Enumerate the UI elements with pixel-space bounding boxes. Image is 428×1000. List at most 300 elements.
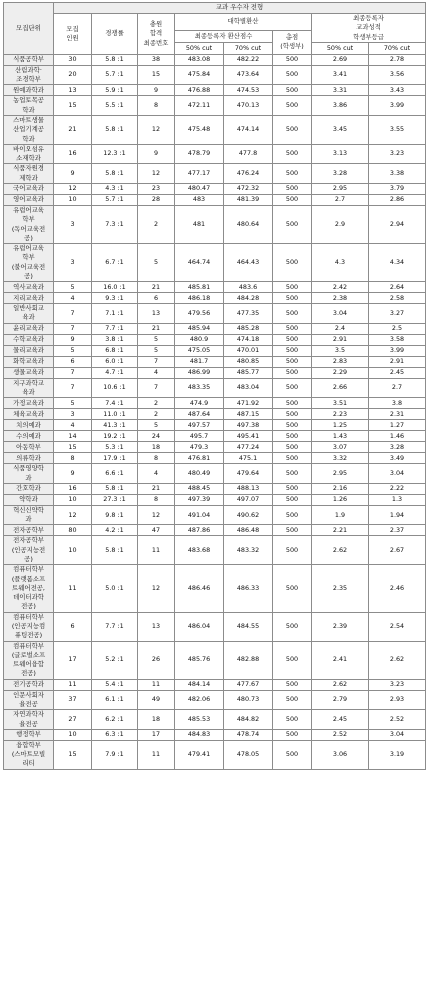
grade-70cut: 3.8 xyxy=(369,398,426,409)
final-waitlist-number: 11 xyxy=(138,740,175,769)
dept-name: 윤리교육과 xyxy=(4,323,54,334)
competition-rate: 6.0 :1 xyxy=(92,356,138,367)
final-waitlist-number: 4 xyxy=(138,464,175,484)
table-row xyxy=(4,194,426,205)
grade-50cut: 2.39 xyxy=(312,612,369,641)
score-70cut: 482.88 xyxy=(224,641,273,679)
dept-name: 자연과학자 율전공 xyxy=(4,710,54,730)
score-70cut: 483.32 xyxy=(224,536,273,565)
table-row xyxy=(4,420,426,431)
grade-70cut: 2.31 xyxy=(369,409,426,420)
competition-rate: 7.7 :1 xyxy=(92,323,138,334)
table-row xyxy=(4,740,426,769)
recruit-count: 4 xyxy=(54,293,92,304)
final-waitlist-number: 12 xyxy=(138,164,175,184)
score-50cut: 475.48 xyxy=(175,115,224,144)
total-score: 500 xyxy=(273,323,312,334)
grade-50cut: 4.3 xyxy=(312,244,369,282)
score-70cut: 484.28 xyxy=(224,293,273,304)
recruit-count: 11 xyxy=(54,679,92,690)
score-50cut: 483.35 xyxy=(175,378,224,398)
dept-name: 농업토목공 학과 xyxy=(4,96,54,116)
competition-rate: 41.3 :1 xyxy=(92,420,138,431)
score-70cut: 473.64 xyxy=(224,65,273,85)
recruit-count: 9 xyxy=(54,464,92,484)
header-group-title: 교과 우수자 전형 xyxy=(54,3,426,14)
score-70cut: 480.85 xyxy=(224,356,273,367)
score-70cut: 470.01 xyxy=(224,345,273,356)
competition-rate: 6.8 :1 xyxy=(92,345,138,356)
grade-50cut: 1.26 xyxy=(312,494,369,505)
grade-70cut: 2.64 xyxy=(369,282,426,293)
total-score: 500 xyxy=(273,96,312,116)
competition-rate: 6.2 :1 xyxy=(92,710,138,730)
competition-rate: 19.2 :1 xyxy=(92,431,138,442)
table-row xyxy=(4,183,426,194)
score-50cut: 491.04 xyxy=(175,505,224,525)
final-waitlist-number: 12 xyxy=(138,565,175,612)
competition-rate: 16.0 :1 xyxy=(92,282,138,293)
recruit-count: 10 xyxy=(54,729,92,740)
score-70cut: 464.43 xyxy=(224,244,273,282)
recruit-count: 80 xyxy=(54,525,92,536)
score-50cut: 478.79 xyxy=(175,144,224,164)
recruit-count: 20 xyxy=(54,65,92,85)
final-waitlist-number: 26 xyxy=(138,641,175,679)
total-score: 500 xyxy=(273,194,312,205)
score-70cut: 476.24 xyxy=(224,164,273,184)
score-70cut: 477.67 xyxy=(224,679,273,690)
total-score: 500 xyxy=(273,183,312,194)
competition-rate: 5.8 :1 xyxy=(92,483,138,494)
grade-70cut: 3.58 xyxy=(369,334,426,345)
grade-70cut: 2.58 xyxy=(369,293,426,304)
final-waitlist-number: 18 xyxy=(138,710,175,730)
final-waitlist-number: 23 xyxy=(138,183,175,194)
table-row xyxy=(4,453,426,464)
competition-rate: 5.8 :1 xyxy=(92,164,138,184)
score-70cut: 487.15 xyxy=(224,409,273,420)
score-70cut: 470.13 xyxy=(224,96,273,116)
final-waitlist-number: 21 xyxy=(138,323,175,334)
competition-rate: 7.1 :1 xyxy=(92,304,138,324)
competition-rate: 7.3 :1 xyxy=(92,205,138,243)
dept-name: 식품영양학 과 xyxy=(4,464,54,484)
grade-50cut: 2.35 xyxy=(312,565,369,612)
recruit-count: 3 xyxy=(54,409,92,420)
dept-name: 식품자원경 제학과 xyxy=(4,164,54,184)
final-waitlist-number: 5 xyxy=(138,345,175,356)
dept-name: 행정학부 xyxy=(4,729,54,740)
grade-50cut: 2.29 xyxy=(312,367,369,378)
header-grade-50cut: 50% cut xyxy=(312,42,369,54)
dept-name: 인문사회자 율전공 xyxy=(4,690,54,710)
grade-50cut: 2.7 xyxy=(312,194,369,205)
table-row xyxy=(4,464,426,484)
table-row xyxy=(4,612,426,641)
header-dept: 모집단위 xyxy=(4,3,54,55)
grade-50cut: 2.66 xyxy=(312,378,369,398)
recruit-count: 5 xyxy=(54,345,92,356)
table-row xyxy=(4,710,426,730)
table-row xyxy=(4,144,426,164)
grade-70cut: 2.7 xyxy=(369,378,426,398)
dept-name: 체육교육과 xyxy=(4,409,54,420)
recruit-count: 6 xyxy=(54,612,92,641)
grade-70cut: 3.19 xyxy=(369,740,426,769)
recruit-count: 6 xyxy=(54,356,92,367)
final-waitlist-number: 18 xyxy=(138,442,175,453)
score-50cut: 481 xyxy=(175,205,224,243)
score-50cut: 486.46 xyxy=(175,565,224,612)
dept-name: 가정교육과 xyxy=(4,398,54,409)
grade-70cut: 3.55 xyxy=(369,115,426,144)
recruit-count: 7 xyxy=(54,378,92,398)
final-waitlist-number: 7 xyxy=(138,378,175,398)
score-50cut: 497.39 xyxy=(175,494,224,505)
score-70cut: 482.22 xyxy=(224,54,273,65)
final-waitlist-number: 8 xyxy=(138,96,175,116)
total-score: 500 xyxy=(273,293,312,304)
grade-70cut: 2.94 xyxy=(369,205,426,243)
dept-name: 컴퓨터학부 (플랫폼소프 트웨어전공, 데이터과학 전공) xyxy=(4,565,54,612)
table-row xyxy=(4,378,426,398)
total-score: 500 xyxy=(273,612,312,641)
grade-70cut: 2.62 xyxy=(369,641,426,679)
total-score: 500 xyxy=(273,690,312,710)
grade-50cut: 2.69 xyxy=(312,54,369,65)
competition-rate: 5.7 :1 xyxy=(92,194,138,205)
final-waitlist-number: 9 xyxy=(138,85,175,96)
competition-rate: 5.9 :1 xyxy=(92,85,138,96)
table-row xyxy=(4,525,426,536)
grade-50cut: 3.06 xyxy=(312,740,369,769)
score-70cut: 472.32 xyxy=(224,183,273,194)
competition-rate: 5.7 :1 xyxy=(92,65,138,85)
grade-50cut: 2.91 xyxy=(312,334,369,345)
final-waitlist-number: 11 xyxy=(138,536,175,565)
grade-70cut: 2.37 xyxy=(369,525,426,536)
dept-name: 전기공학과 xyxy=(4,679,54,690)
grade-50cut: 3.07 xyxy=(312,442,369,453)
score-70cut: 484.82 xyxy=(224,710,273,730)
recruit-count: 8 xyxy=(54,453,92,464)
recruit-count: 21 xyxy=(54,115,92,144)
total-score: 500 xyxy=(273,505,312,525)
final-waitlist-number: 12 xyxy=(138,505,175,525)
recruit-count: 16 xyxy=(54,483,92,494)
total-score: 500 xyxy=(273,409,312,420)
score-50cut: 479.56 xyxy=(175,304,224,324)
competition-rate: 5.8 :1 xyxy=(92,536,138,565)
score-50cut: 472.11 xyxy=(175,96,224,116)
total-score: 500 xyxy=(273,453,312,464)
admission-results-table xyxy=(3,2,426,770)
grade-50cut: 2.21 xyxy=(312,525,369,536)
grade-70cut: 1.94 xyxy=(369,505,426,525)
total-score: 500 xyxy=(273,525,312,536)
recruit-count: 7 xyxy=(54,323,92,334)
total-score: 500 xyxy=(273,85,312,96)
score-70cut: 474.14 xyxy=(224,115,273,144)
grade-70cut: 3.43 xyxy=(369,85,426,96)
total-score: 500 xyxy=(273,442,312,453)
score-70cut: 477.35 xyxy=(224,304,273,324)
competition-rate: 7.9 :1 xyxy=(92,740,138,769)
dept-name: 컴퓨터학부 (글로벌소프 트웨어융합 전공) xyxy=(4,641,54,679)
recruit-count: 30 xyxy=(54,54,92,65)
grade-70cut: 2.54 xyxy=(369,612,426,641)
dept-name: 전자공학부 xyxy=(4,525,54,536)
table-row xyxy=(4,304,426,324)
table-row xyxy=(4,205,426,243)
grade-50cut: 2.62 xyxy=(312,536,369,565)
dept-name: 생물교육과 xyxy=(4,367,54,378)
grade-70cut: 3.04 xyxy=(369,729,426,740)
dept-name: 역사교육과 xyxy=(4,282,54,293)
total-score: 500 xyxy=(273,641,312,679)
total-score: 500 xyxy=(273,282,312,293)
grade-70cut: 4.34 xyxy=(369,244,426,282)
grade-50cut: 3.5 xyxy=(312,345,369,356)
competition-rate: 4.2 :1 xyxy=(92,525,138,536)
final-waitlist-number: 13 xyxy=(138,612,175,641)
score-70cut: 490.62 xyxy=(224,505,273,525)
grade-50cut: 3.31 xyxy=(312,85,369,96)
competition-rate: 7.7 :1 xyxy=(92,612,138,641)
competition-rate: 6.1 :1 xyxy=(92,690,138,710)
total-score: 500 xyxy=(273,420,312,431)
competition-rate: 6.7 :1 xyxy=(92,244,138,282)
header-final-waitlist: 충원 합격 최종번호 xyxy=(138,14,175,55)
score-50cut: 480.49 xyxy=(175,464,224,484)
total-score: 500 xyxy=(273,54,312,65)
total-score: 500 xyxy=(273,494,312,505)
header-final-reg-score: 최종등록자 환산점수 xyxy=(175,31,273,43)
table-row xyxy=(4,282,426,293)
grade-50cut: 2.9 xyxy=(312,205,369,243)
dept-name: 산림과학· 조경학부 xyxy=(4,65,54,85)
competition-rate: 11.0 :1 xyxy=(92,409,138,420)
recruit-count: 12 xyxy=(54,505,92,525)
grade-50cut: 2.38 xyxy=(312,293,369,304)
score-70cut: 484.55 xyxy=(224,612,273,641)
score-50cut: 464.74 xyxy=(175,244,224,282)
table-row xyxy=(4,85,426,96)
recruit-count: 15 xyxy=(54,442,92,453)
score-70cut: 497.07 xyxy=(224,494,273,505)
grade-50cut: 2.79 xyxy=(312,690,369,710)
score-50cut: 485.81 xyxy=(175,282,224,293)
total-score: 500 xyxy=(273,431,312,442)
dept-name: 물리교육과 xyxy=(4,345,54,356)
dept-name: 치의예과 xyxy=(4,420,54,431)
score-50cut: 479.41 xyxy=(175,740,224,769)
dept-name: 영어교육과 xyxy=(4,194,54,205)
dept-name: 간호학과 xyxy=(4,483,54,494)
grade-50cut: 3.86 xyxy=(312,96,369,116)
grade-70cut: 2.93 xyxy=(369,690,426,710)
score-50cut: 487.86 xyxy=(175,525,224,536)
total-score: 500 xyxy=(273,398,312,409)
score-50cut: 475.05 xyxy=(175,345,224,356)
score-50cut: 488.45 xyxy=(175,483,224,494)
dept-name: 의류학과 xyxy=(4,453,54,464)
dept-name: 국어교육과 xyxy=(4,183,54,194)
table-row xyxy=(4,356,426,367)
total-score: 500 xyxy=(273,304,312,324)
recruit-count: 10 xyxy=(54,194,92,205)
table-row xyxy=(4,367,426,378)
grade-50cut: 1.25 xyxy=(312,420,369,431)
grade-70cut: 3.79 xyxy=(369,183,426,194)
dept-name: 전자공학부 (인공지능전 공) xyxy=(4,536,54,565)
competition-rate: 6.3 :1 xyxy=(92,729,138,740)
table-row xyxy=(4,244,426,282)
final-waitlist-number: 2 xyxy=(138,205,175,243)
score-70cut: 474.53 xyxy=(224,85,273,96)
competition-rate: 27.3 :1 xyxy=(92,494,138,505)
dept-name: 지리교육과 xyxy=(4,293,54,304)
score-50cut: 483 xyxy=(175,194,224,205)
grade-50cut: 3.32 xyxy=(312,453,369,464)
final-waitlist-number: 2 xyxy=(138,409,175,420)
grade-50cut: 2.4 xyxy=(312,323,369,334)
header-grade: 최종등록자 교과성적 학생부등급 xyxy=(312,14,426,43)
table-body xyxy=(4,54,426,769)
final-waitlist-number: 13 xyxy=(138,304,175,324)
final-waitlist-number: 47 xyxy=(138,525,175,536)
table-row xyxy=(4,323,426,334)
recruit-count: 17 xyxy=(54,641,92,679)
header-competition: 경쟁률 xyxy=(92,14,138,55)
recruit-count: 27 xyxy=(54,710,92,730)
grade-50cut: 3.51 xyxy=(312,398,369,409)
table-row xyxy=(4,729,426,740)
recruit-count: 9 xyxy=(54,164,92,184)
grade-70cut: 3.27 xyxy=(369,304,426,324)
score-50cut: 475.84 xyxy=(175,65,224,85)
dept-name: 지구과학교 육과 xyxy=(4,378,54,398)
grade-70cut: 3.23 xyxy=(369,679,426,690)
table-row xyxy=(4,65,426,85)
final-waitlist-number: 9 xyxy=(138,144,175,164)
competition-rate: 17.9 :1 xyxy=(92,453,138,464)
table-row xyxy=(4,398,426,409)
competition-rate: 5.2 :1 xyxy=(92,641,138,679)
grade-70cut: 3.23 xyxy=(369,144,426,164)
score-70cut: 483.04 xyxy=(224,378,273,398)
score-50cut: 486.04 xyxy=(175,612,224,641)
grade-50cut: 2.52 xyxy=(312,729,369,740)
competition-rate: 5.4 :1 xyxy=(92,679,138,690)
grade-50cut: 1.43 xyxy=(312,431,369,442)
table-row xyxy=(4,164,426,184)
total-score: 500 xyxy=(273,244,312,282)
recruit-count: 3 xyxy=(54,244,92,282)
total-score: 500 xyxy=(273,164,312,184)
recruit-count: 14 xyxy=(54,431,92,442)
final-waitlist-number: 24 xyxy=(138,431,175,442)
competition-rate: 5.8 :1 xyxy=(92,54,138,65)
recruit-count: 13 xyxy=(54,85,92,96)
grade-70cut: 2.22 xyxy=(369,483,426,494)
final-waitlist-number: 15 xyxy=(138,65,175,85)
score-70cut: 477.24 xyxy=(224,442,273,453)
score-70cut: 474.18 xyxy=(224,334,273,345)
recruit-count: 4 xyxy=(54,420,92,431)
final-waitlist-number: 2 xyxy=(138,398,175,409)
score-50cut: 485.53 xyxy=(175,710,224,730)
total-score: 500 xyxy=(273,367,312,378)
score-70cut: 478.74 xyxy=(224,729,273,740)
score-50cut: 477.17 xyxy=(175,164,224,184)
grade-70cut: 3.04 xyxy=(369,464,426,484)
score-50cut: 474.9 xyxy=(175,398,224,409)
score-50cut: 480.9 xyxy=(175,334,224,345)
score-50cut: 485.94 xyxy=(175,323,224,334)
score-50cut: 495.7 xyxy=(175,431,224,442)
grade-50cut: 2.62 xyxy=(312,679,369,690)
competition-rate: 5.3 :1 xyxy=(92,442,138,453)
grade-70cut: 2.46 xyxy=(369,565,426,612)
total-score: 500 xyxy=(273,345,312,356)
score-70cut: 488.13 xyxy=(224,483,273,494)
score-50cut: 476.81 xyxy=(175,453,224,464)
grade-50cut: 2.42 xyxy=(312,282,369,293)
grade-50cut: 3.28 xyxy=(312,164,369,184)
total-score: 500 xyxy=(273,740,312,769)
table-row xyxy=(4,293,426,304)
score-70cut: 475.1 xyxy=(224,453,273,464)
grade-70cut: 3.56 xyxy=(369,65,426,85)
score-70cut: 486.48 xyxy=(224,525,273,536)
final-waitlist-number: 11 xyxy=(138,679,175,690)
competition-rate: 5.8 :1 xyxy=(92,115,138,144)
table-row xyxy=(4,505,426,525)
total-score: 500 xyxy=(273,334,312,345)
score-50cut: 486.18 xyxy=(175,293,224,304)
recruit-count: 5 xyxy=(54,398,92,409)
recruit-count: 15 xyxy=(54,740,92,769)
table-row xyxy=(4,641,426,679)
competition-rate: 5.0 :1 xyxy=(92,565,138,612)
score-50cut: 481.7 xyxy=(175,356,224,367)
recruit-count: 5 xyxy=(54,282,92,293)
score-50cut: 486.99 xyxy=(175,367,224,378)
competition-rate: 5.5 :1 xyxy=(92,96,138,116)
table-row xyxy=(4,334,426,345)
score-50cut: 482.06 xyxy=(175,690,224,710)
header-score-70cut: 70% cut xyxy=(224,42,273,54)
total-score: 500 xyxy=(273,483,312,494)
grade-50cut: 2.16 xyxy=(312,483,369,494)
score-50cut: 484.83 xyxy=(175,729,224,740)
grade-50cut: 3.45 xyxy=(312,115,369,144)
total-score: 500 xyxy=(273,378,312,398)
competition-rate: 6.6 :1 xyxy=(92,464,138,484)
grade-70cut: 3.49 xyxy=(369,453,426,464)
score-70cut: 495.41 xyxy=(224,431,273,442)
final-waitlist-number: 28 xyxy=(138,194,175,205)
dept-name: 화학교육과 xyxy=(4,356,54,367)
dept-name: 스마트생물 산업기계공 학과 xyxy=(4,115,54,144)
final-waitlist-number: 5 xyxy=(138,244,175,282)
dept-name: 아동학부 xyxy=(4,442,54,453)
table-row xyxy=(4,565,426,612)
dept-name: 일반사회교 육과 xyxy=(4,304,54,324)
grade-70cut: 2.45 xyxy=(369,367,426,378)
